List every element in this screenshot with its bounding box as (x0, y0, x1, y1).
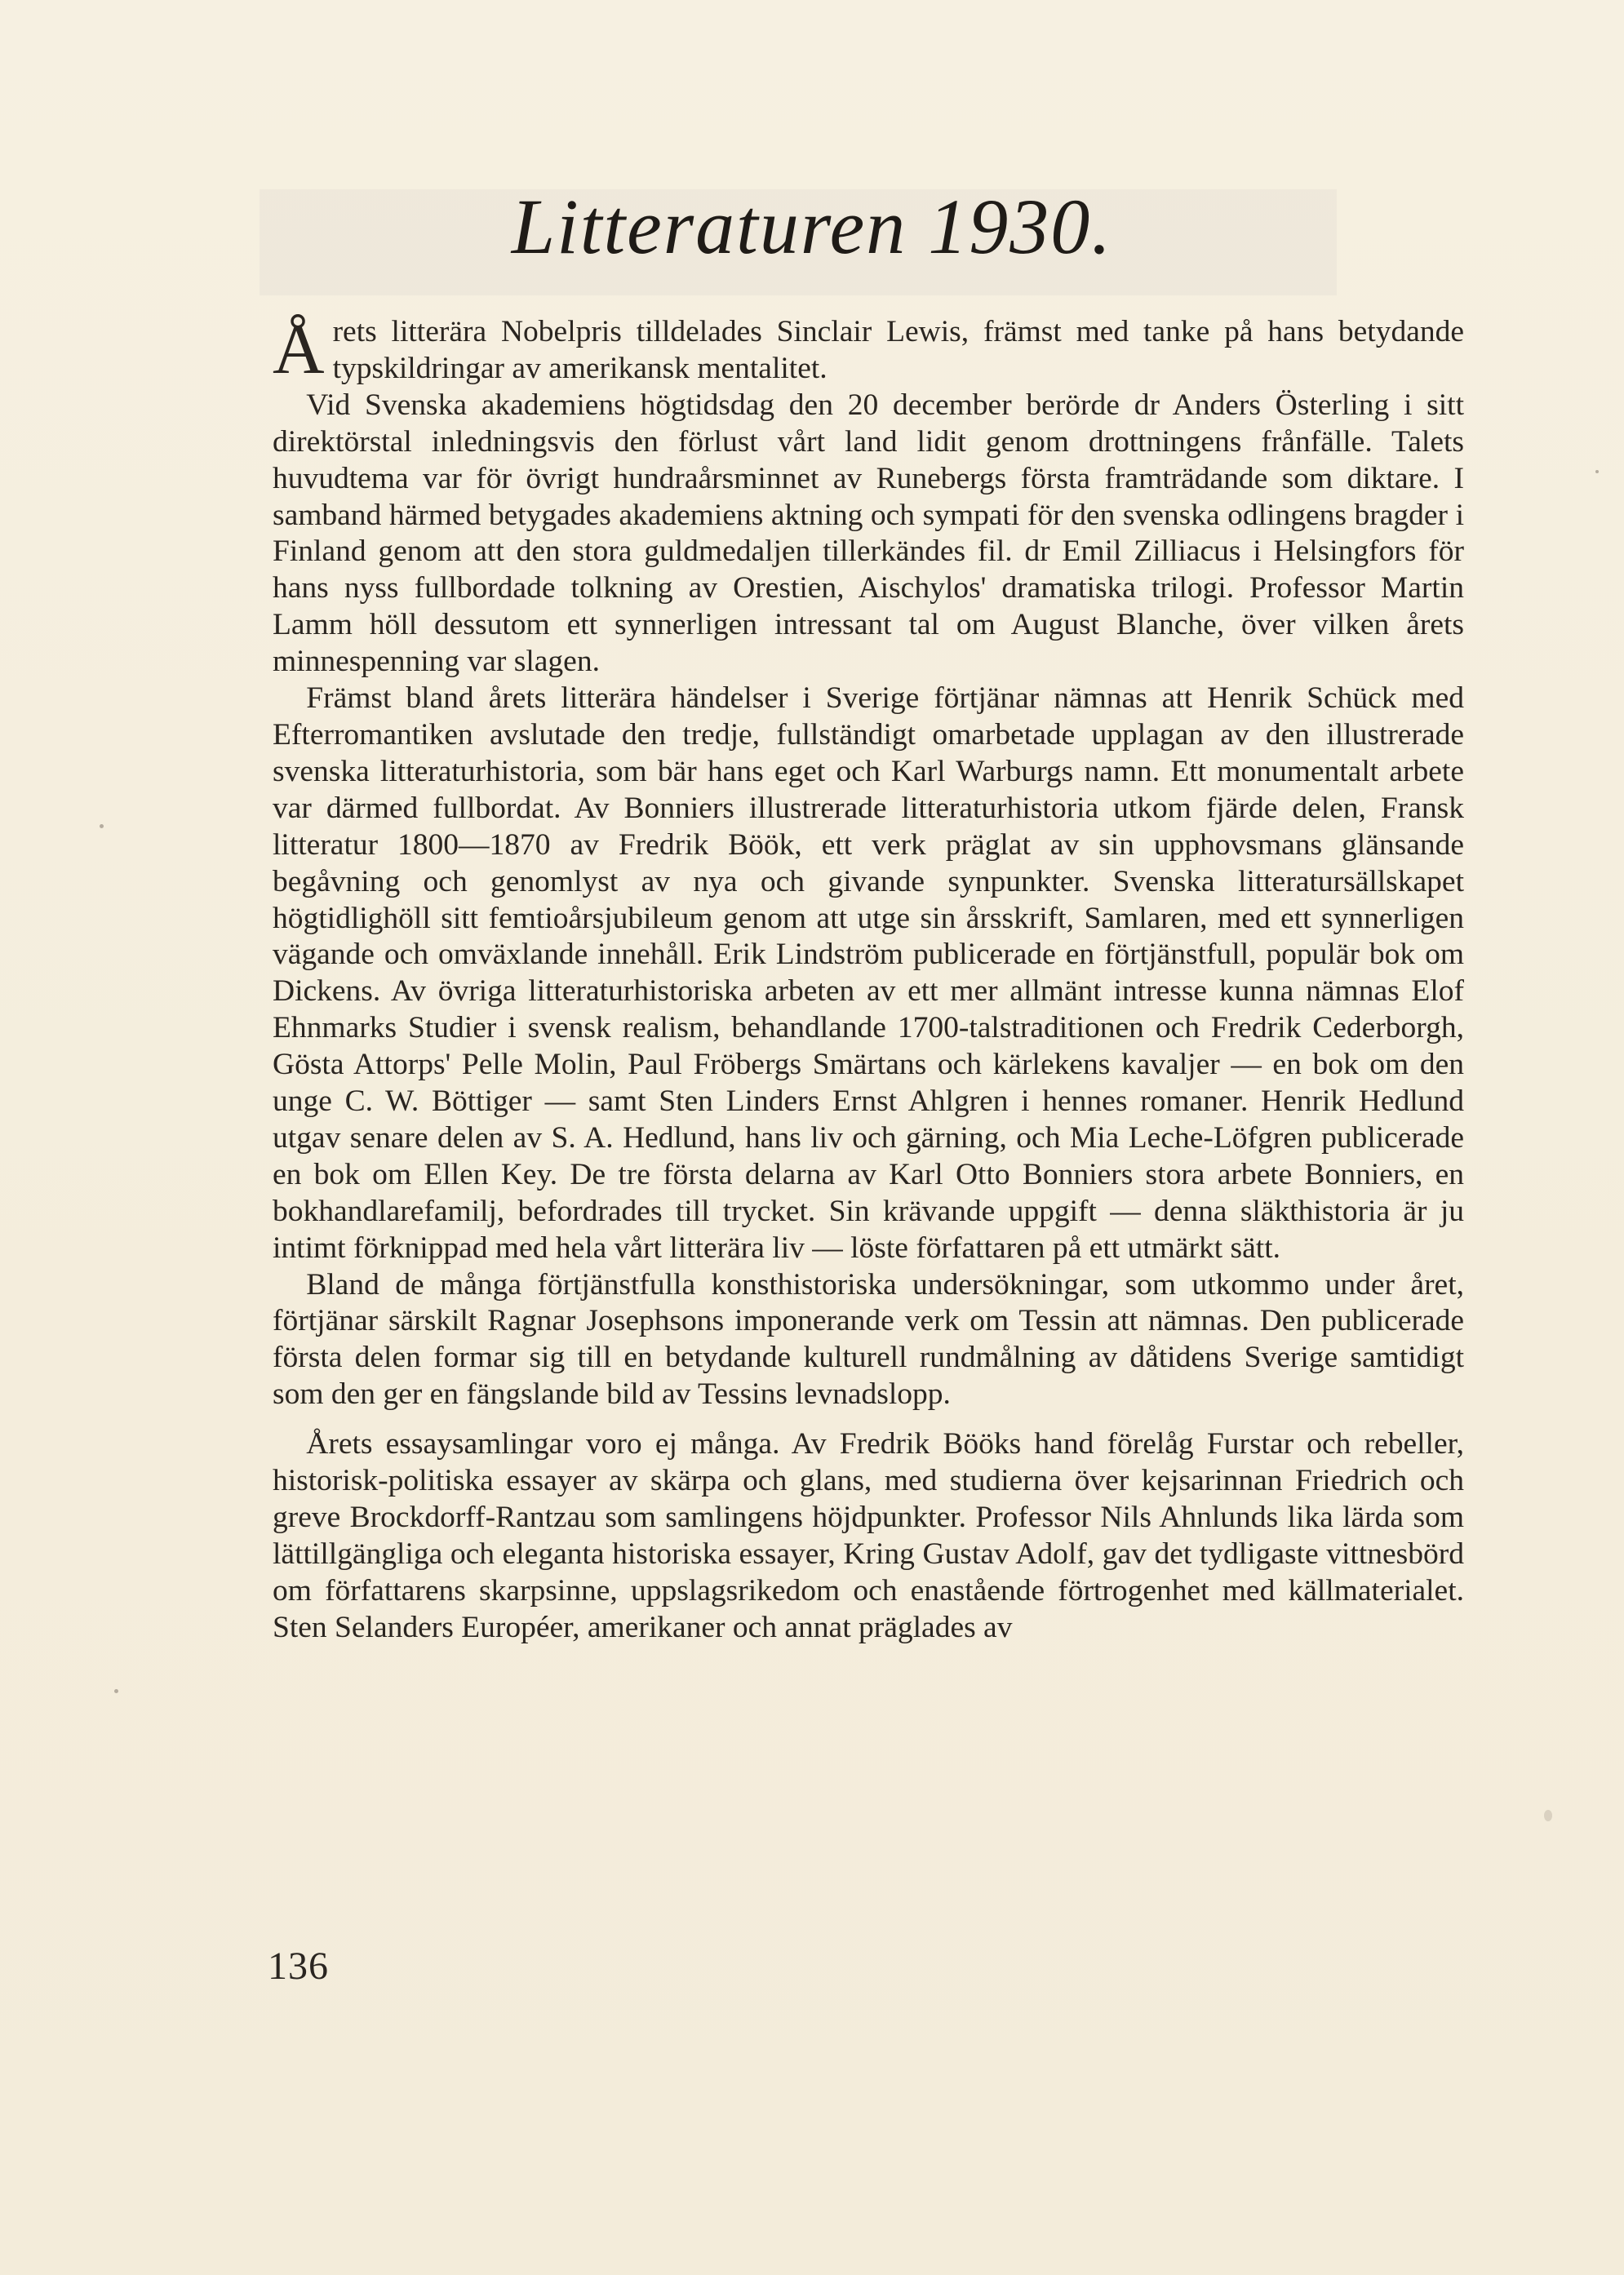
paragraph-5: Årets essaysamlingar voro ej många. Av Fredrik Bööks hand förelåg Furstar och rebeller, historisk-politiska essayer av skärpa och glans, med studierna över kejsarinnan Friedrich och greve Brockdorff-Rantzau som samlingens höjdpunkter. Professor Nils Ahnlunds lika lärda som lättillgängliga och eleganta historiska essayer, Kring Gustav Adolf, gav det tydligaste vittnesbörd om författarens skarpsinne, uppslagsrikedom och enastående förtrogenhet med källmaterialet. Sten Selanders Européer, amerikaner och annat präglades av (273, 1427, 1464, 1644)
paragraph-4: Bland de många förtjänstfulla konsthistoriska undersökningar, som utkommo under året, förtjänar särskilt Ragnar Josephsons imponerande verk om Tessin att nämnas. Den publicerade första delen formar sig till en betydande kulturell rundmålning av dåtidens Sverige samtidigt som den ger en fängslande bild av Tessins levnadslopp. (273, 1267, 1464, 1412)
initial-letter: Å (273, 310, 325, 389)
paragraph-1-text: rets litterära Nobelpris tilldelades Sinclair Lewis, främst med tanke på hans betydande typskildringar av amerikansk mentalitet. (332, 315, 1464, 385)
paragraph-3: Främst bland årets litterära händelser i Sverige förtjänar nämnas att Henrik Schück med Efterromantiken avslutade den tredje, fullständigt omarbetade upplagan av den illustrerade svenska litteraturhistoria, som bär hans eget och Karl Warburgs namn. Ett monumentalt arbete var därmed fullbordat. Av Bonniers illustrerade litteraturhistoria utkom fjärde delen, Fransk litteratur 1800—1870 av Fredrik Böök, ett verk präglat av sin upphovsmans glänsande begåvning och genomlyst av nya och givande synpunkter. Svenska litteratursällskapet högtidlighöll sitt femtioårsjubileum genom att utge sin årsskrift, Samlaren, med ett synnerligen vägande och omväxlande innehåll. Erik Lindström publicerade en förtjänstfull, populär bok om Dickens. Av övriga litteraturhistoriska arbeten av ett mer allmänt intresse kunna nämnas Elof Ehnmarks Studier i svensk realism, behandlande 1700-talstraditionen och Fredrik Cederborgh, Gösta Attorps' Pelle Molin, Paul Fröbergs Smärtans och kärlekens kavaljer — en bok om den unge C. W. Böttiger — samt Sten Linders Ernst Ahlgren i hennes romaner. Henrik Hedlund utgav senare delen av S. A. Hedlund, hans liv och gärning, och Mia Leche-Löfgren publicerade en bok om Ellen Key. De tre första delarna av Karl Otto Bonniers stora arbete Bonniers, en bokhandlarefamilj, befordrades till trycket. Sin krävande uppgift — denna släkthistoria är ju intimt förknippad med hela vårt litterära liv — löste författaren på ett utmärkt sätt. (273, 681, 1464, 1265)
paper-speck (114, 1689, 118, 1693)
page-title: Litteraturen 1930. (511, 183, 1113, 270)
paper-speck (1595, 470, 1599, 473)
paper-speck (100, 824, 104, 828)
paper-speck (1544, 1810, 1552, 1821)
paragraph-1 (273, 310, 1464, 389)
page-number: 136 (268, 1945, 329, 1988)
body-text (273, 310, 1464, 1647)
paragraph-2: Vid Svenska akademiens högtidsdag den 20 december berörde dr Anders Österling i sitt direktörstal inledningsvis den förlust vårt land lidit genom drottningens frånfälle. Talets huvudtema var för övrigt hundraårsminnet av Runebergs första framträdande som diktare. I samband härmed betygades akademiens aktning och sympati för den svenska odlingens bragder i Finland genom att den stora guldmedaljen tillerkändes fil. dr Emil Zilliacus i Helsingfors för hans nyss fullbordade tolkning av Orestien, Aischylos' dramatiska trilogi. Professor Martin Lamm höll dessutom ett synnerligen intressant tal om August Blanche, över vilken årets minnespenning var slagen. (273, 388, 1464, 679)
